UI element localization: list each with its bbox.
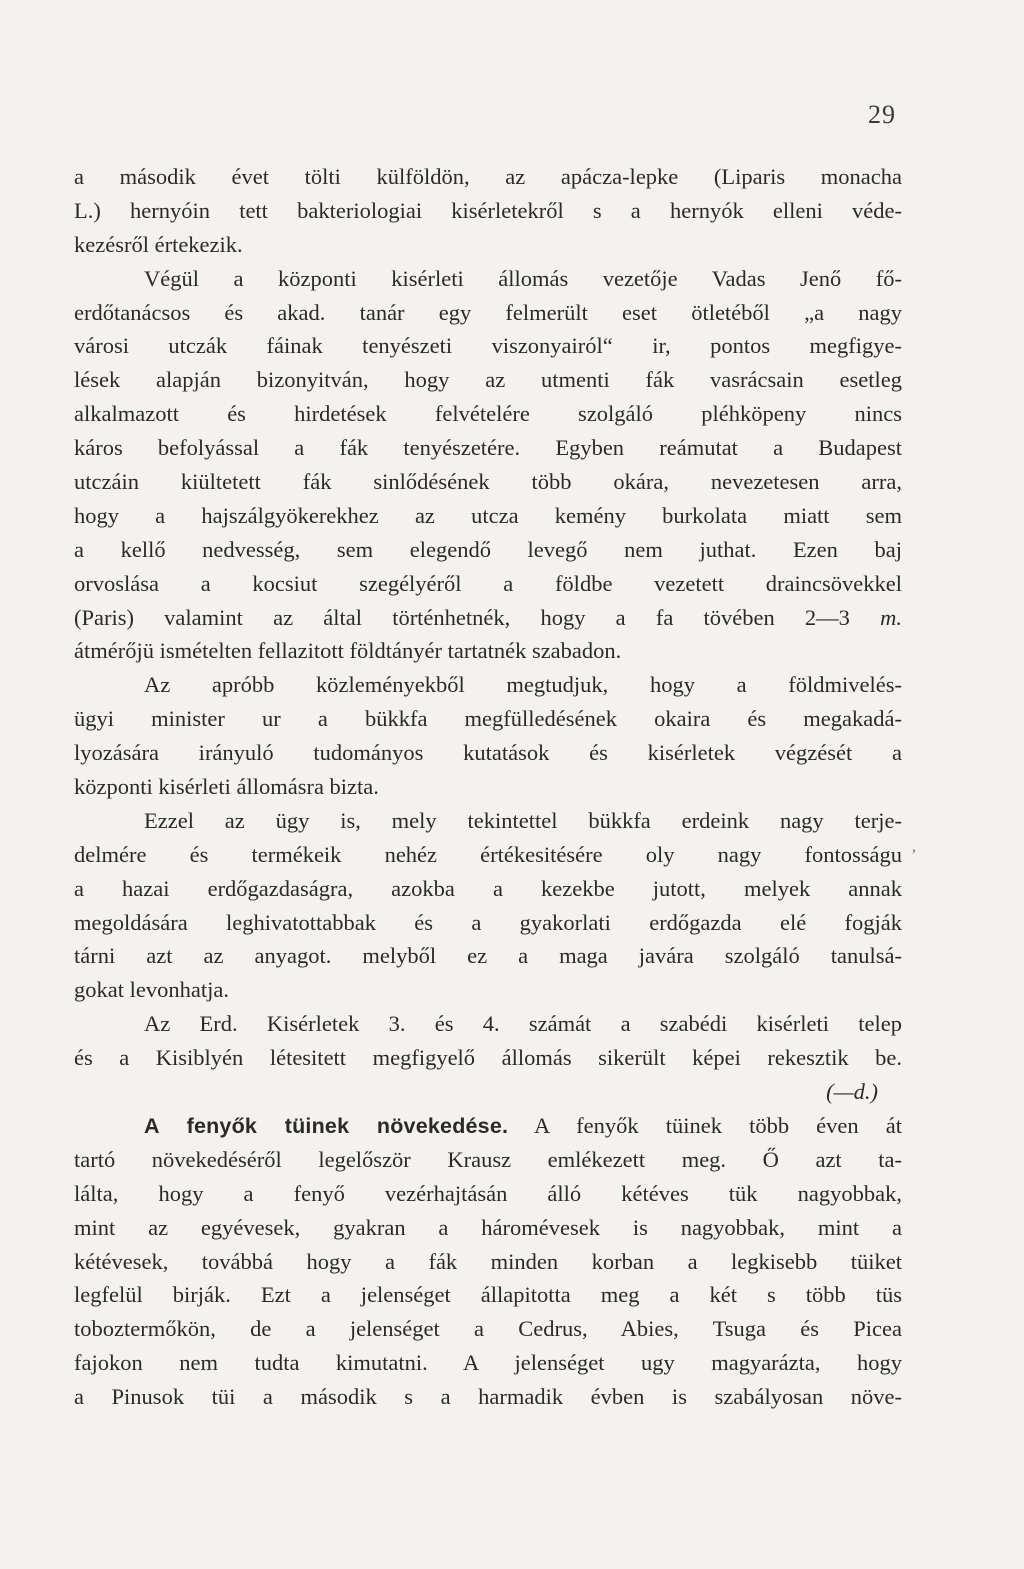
text-line: lyozására irányuló tudományos kutatások és kisérletek végzését a [74, 740, 902, 766]
text-line: orvoslása a kocsiut szegélyéről a földbe vezetett draincsövekkel [74, 570, 902, 596]
text-line: Ezzel az ügy is, mely tekintettel bükkfa erdeink nagy terje- [144, 807, 902, 833]
text-line: káros befolyással a fák tenyészetére. Egyben reámutat a Budapest [74, 435, 902, 461]
text-line: a második évet tölti külföldön, az apácza-lepke (Liparis monacha [74, 164, 902, 189]
text-line: a hazai erdőgazdaságra, azokba a kezekbe jutott, melyek annak [74, 875, 902, 901]
text-line: Az Erd. Kisérletek 3. és 4. számát a szabédi kisérleti telep [144, 1011, 902, 1037]
text-line: fajokon nem tudta kimutatni. A jelenséget ugy magyarázta, hogy [74, 1350, 902, 1376]
text-line: legfelül birják. Ezt a jelenséget állapitotta meg a két s több tüs [74, 1282, 902, 1308]
text-line: alkalmazott és hirdetések felvételére szolgáló pléhköpeny nincs [74, 401, 902, 427]
text-line: utczáin kiültetett fák sinlődésének több okára, nevezetesen arra, [74, 469, 902, 495]
text-line-main: (Paris) valamint az által történhetnék, hogy a fa tövében 2—3 [74, 604, 850, 630]
text-line: Az apróbb közleményekből megtudjuk, hogy a földmivelés- [144, 672, 902, 698]
text-line: erdőtanácsos és akad. tanár egy felmerült eset ötletéből „a nagy [74, 299, 902, 325]
text-line: átmérőjü ismételten fellazitott földtányér tartatnék szabadon. [74, 638, 622, 664]
signature-text: (—d.) [826, 1079, 878, 1105]
text-line: lálta, hogy a fenyő vezérhajtásán álló kétéves tük nagyobbak, [74, 1180, 902, 1206]
body-text [74, 160, 902, 1414]
text-line: lések alapján bizonyitván, hogy az utmenti fák vasrácsain esetleg [74, 367, 902, 393]
margin-mark: , [912, 838, 916, 855]
text-line-main: A fenyők tüinek több éven át [534, 1112, 902, 1138]
text-line: Végül a központi kisérleti állomás vezetője Vadas Jenő fő- [144, 265, 902, 291]
text-line: a kellő nedvesség, sem elegendő levegő nem juthat. Ezen baj [74, 536, 902, 562]
text-line: tárni azt az anyagot. melyből ez a maga javára szolgáló tanulsá- [74, 943, 902, 969]
text-line: és a Kisiblyén létesitett megfigyelő állomás sikerült képei rekesztik be. [74, 1045, 902, 1071]
author-signature [74, 1075, 902, 1109]
section-heading: A fenyők tüinek növekedése. [144, 1113, 509, 1138]
text-line: városi utczák fáinak tenyészeti viszonyairól“ ir, pontos megfigye- [74, 333, 902, 359]
text-line-with-unit [74, 601, 902, 635]
text-line: ügyi minister ur a bükkfa megfülledésének okaira és megakadá- [74, 706, 902, 732]
text-line: hogy a hajszálgyökerekhez az utcza kemény burkolata miatt sem [74, 502, 902, 528]
unit-label: m. [880, 604, 903, 630]
section-heading-line [74, 1109, 902, 1143]
text-line: központi kisérleti állomásra bizta. [74, 774, 379, 800]
text-line: a Pinusok tüi a második s a harmadik évben is szabályosan növe- [74, 1384, 902, 1410]
text-line: L.) hernyóin tett bakteriologiai kisérletekről s a hernyók elleni véde- [74, 197, 902, 223]
text-line: delmére és termékeik nehéz értékesitésére oly nagy fontosságu [74, 841, 902, 867]
text-line: gokat levonhatja. [74, 977, 229, 1003]
text-line: megoldására leghivatottabbak és a gyakorlati erdőgazda elé fogják [74, 909, 902, 935]
text-line: kétévesek, továbbá hogy a fák minden korban a legkisebb tüiket [74, 1248, 902, 1274]
text-line: kezésről értekezik. [74, 231, 243, 257]
text-line: toboztermőkön, de a jelenséget a Cedrus, Abies, Tsuga és Picea [74, 1316, 902, 1342]
text-line: tartó növekedéséről legelőször Krausz emlékezett meg. Ő azt ta- [74, 1146, 902, 1172]
text-line: mint az egyévesek, gyakran a háromévesek is nagyobbak, mint a [74, 1214, 902, 1240]
page-number: 29 [868, 100, 896, 129]
